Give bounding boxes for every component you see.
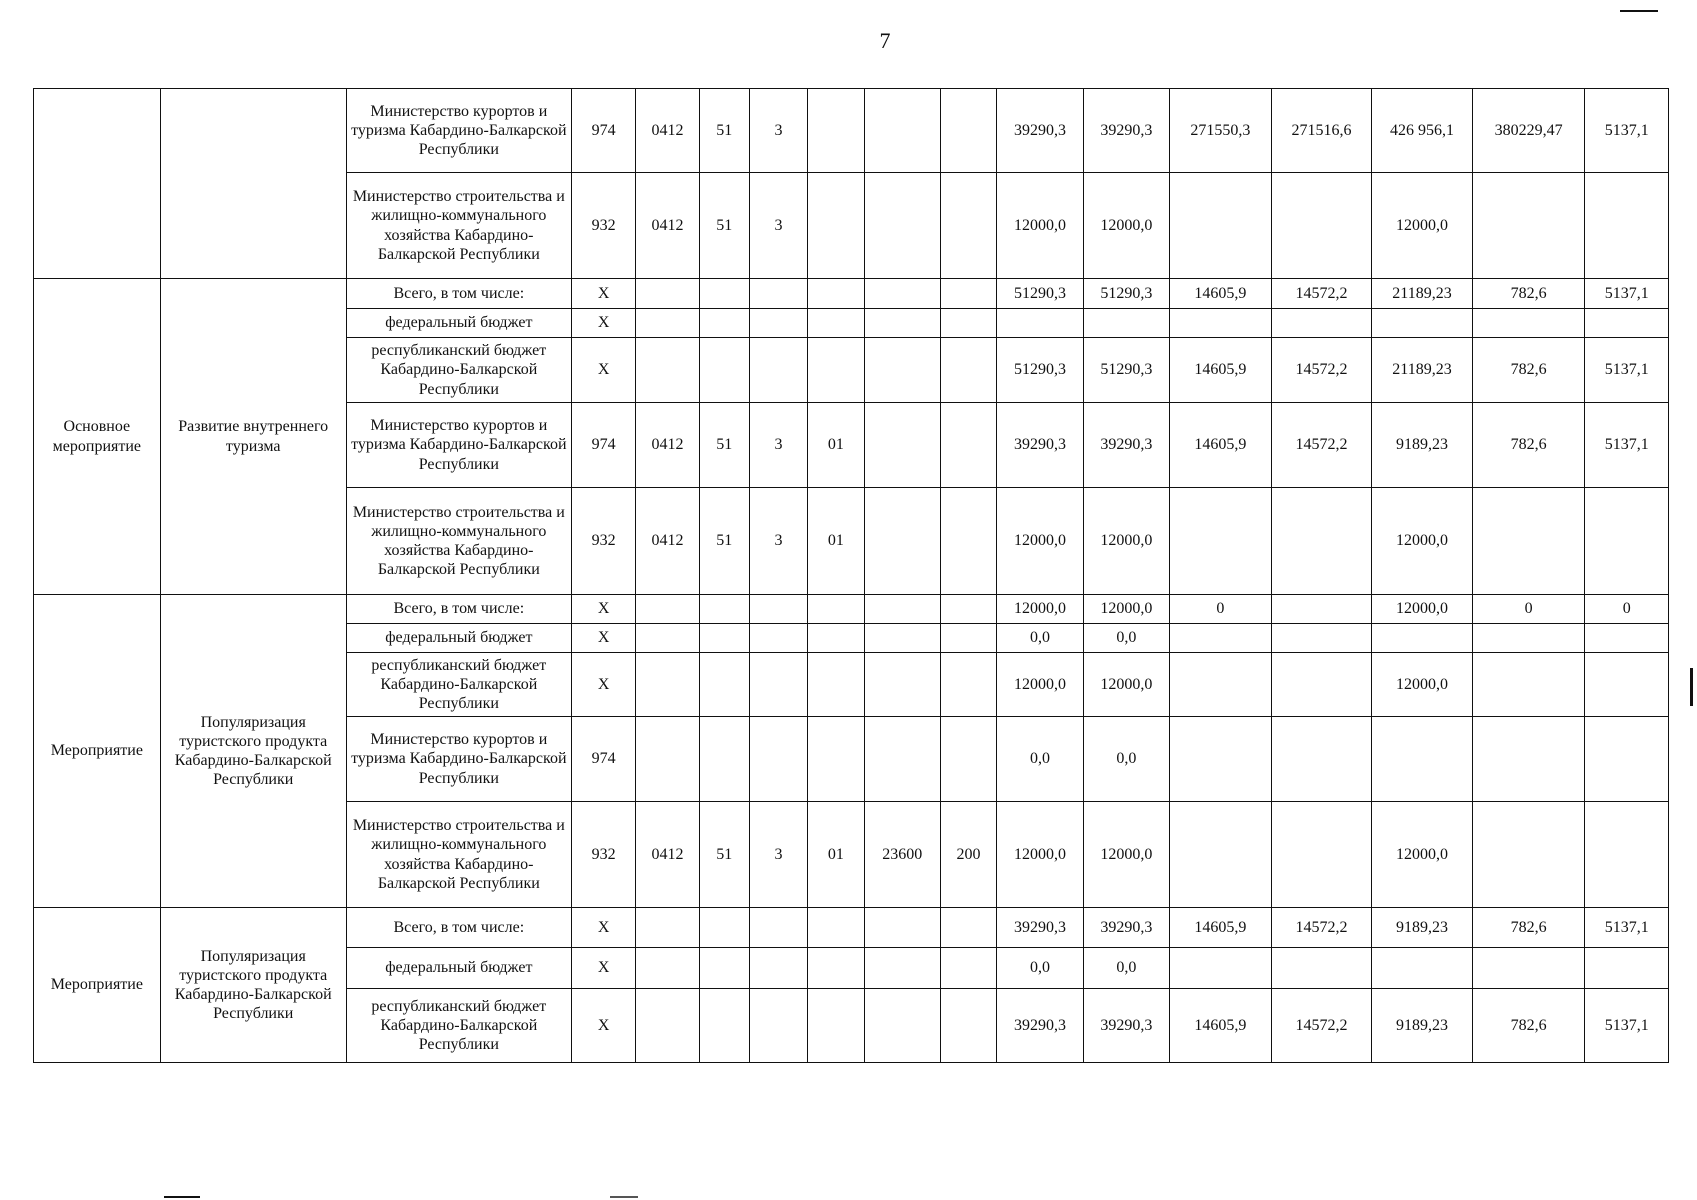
table-cell: 932: [571, 488, 635, 595]
table-cell: [1271, 948, 1372, 989]
table-cell: [1271, 802, 1372, 908]
table-cell: Всего, в том числе:: [346, 595, 571, 624]
table-cell: 01: [808, 488, 864, 595]
table-cell: 3: [749, 802, 807, 908]
table-cell: Популяризация туристского продукта Кабардино-Балкарской Республики: [160, 595, 346, 908]
table-cell: 974: [571, 89, 635, 173]
table-cell: [940, 717, 996, 802]
funding-table: [33, 88, 1669, 1063]
table-cell: [699, 948, 749, 989]
table-cell: [1585, 717, 1669, 802]
table-cell: 3: [749, 89, 807, 173]
table-cell: [1472, 948, 1585, 989]
table-cell: [864, 624, 940, 653]
table-cell: 0,0: [997, 717, 1083, 802]
table-cell: 51: [699, 173, 749, 279]
table-cell: 12000,0: [1372, 595, 1473, 624]
table-cell: 782,6: [1472, 338, 1585, 403]
table-cell: 01: [808, 802, 864, 908]
table-cell: 51290,3: [1083, 338, 1169, 403]
table-cell: [864, 488, 940, 595]
table-cell: Министерство строительства и жилищно-коммунального хозяйства Кабардино-Балкарской Республики: [346, 488, 571, 595]
table-cell: 782,6: [1472, 989, 1585, 1063]
table-cell: Мероприятие: [34, 595, 161, 908]
table-cell: [808, 948, 864, 989]
table-cell: [808, 338, 864, 403]
table-cell: 12000,0: [1083, 173, 1169, 279]
table-cell: 51290,3: [997, 338, 1083, 403]
table-cell: [1271, 595, 1372, 624]
table-cell: Министерство строительства и жилищно-коммунального хозяйства Кабардино-Балкарской Республики: [346, 173, 571, 279]
table-cell: Мероприятие: [34, 908, 161, 1063]
table-cell: [940, 595, 996, 624]
table-cell: [1472, 488, 1585, 595]
table-cell: Развитие внутреннего туризма: [160, 279, 346, 595]
table-cell: [1472, 173, 1585, 279]
table-cell: 426 956,1: [1372, 89, 1473, 173]
table-cell: 12000,0: [1372, 488, 1473, 595]
table-cell: X: [571, 948, 635, 989]
table-cell: [1372, 717, 1473, 802]
table-cell: 200: [940, 802, 996, 908]
table-cell: X: [571, 595, 635, 624]
table-cell: [808, 89, 864, 173]
table-cell: X: [571, 624, 635, 653]
table-cell: 14572,2: [1271, 403, 1372, 488]
table-cell: [1585, 948, 1669, 989]
table-cell: 12000,0: [1372, 802, 1473, 908]
table-cell: 12000,0: [1083, 653, 1169, 717]
table-cell: 782,6: [1472, 908, 1585, 948]
table-cell: [1271, 653, 1372, 717]
table-cell: 23600: [864, 802, 940, 908]
table-cell: [749, 717, 807, 802]
table-cell: [808, 717, 864, 802]
table-cell: [749, 653, 807, 717]
table-cell: [699, 595, 749, 624]
table-cell: [808, 309, 864, 338]
table-cell: [808, 595, 864, 624]
table-cell: [940, 989, 996, 1063]
table-cell: [1271, 717, 1372, 802]
table-cell: 782,6: [1472, 279, 1585, 309]
table-cell: [808, 624, 864, 653]
table-cell: [749, 338, 807, 403]
table-cell: республиканский бюджет Кабардино-Балкарской Республики: [346, 989, 571, 1063]
table-cell: [1472, 653, 1585, 717]
footer-mark: [610, 1196, 638, 1198]
table-cell: [1472, 624, 1585, 653]
table-cell: 271516,6: [1271, 89, 1372, 173]
table-cell: [636, 338, 699, 403]
table-cell: 932: [571, 173, 635, 279]
table-cell: [940, 309, 996, 338]
table-cell: 9189,23: [1372, 403, 1473, 488]
table-cell: [699, 653, 749, 717]
table-cell: X: [571, 309, 635, 338]
table-cell: 3: [749, 173, 807, 279]
table-cell: [1585, 309, 1669, 338]
table-cell: [699, 989, 749, 1063]
table-cell: [940, 948, 996, 989]
table-cell: Министерство курортов и туризма Кабардино-Балкарской Республики: [346, 717, 571, 802]
table-cell: [864, 989, 940, 1063]
table-cell: [940, 173, 996, 279]
page-number: 7: [879, 28, 891, 53]
table-cell: [749, 624, 807, 653]
table-cell: 21189,23: [1372, 279, 1473, 309]
table-cell: [940, 403, 996, 488]
table-cell: 0: [1585, 595, 1669, 624]
table-cell: Основное мероприятие: [34, 279, 161, 595]
table-cell: [636, 989, 699, 1063]
margin-mark: [1690, 668, 1693, 706]
table-cell: [940, 908, 996, 948]
table-cell: 0: [1170, 595, 1272, 624]
table-cell: республиканский бюджет Кабардино-Балкарской Республики: [346, 653, 571, 717]
table-cell: 3: [749, 403, 807, 488]
table-cell: [636, 309, 699, 338]
table-cell: 932: [571, 802, 635, 908]
table-cell: 12000,0: [1083, 595, 1169, 624]
table-cell: Всего, в том числе:: [346, 908, 571, 948]
table-cell: [808, 173, 864, 279]
table-cell: 5137,1: [1585, 338, 1669, 403]
table-cell: [636, 948, 699, 989]
table-cell: [1271, 624, 1372, 653]
table-cell: 39290,3: [997, 89, 1083, 173]
table-cell: [940, 624, 996, 653]
table-cell: [940, 338, 996, 403]
table-cell: [864, 403, 940, 488]
table-cell: [1585, 802, 1669, 908]
table-cell: [1472, 309, 1585, 338]
table-cell: [1372, 309, 1473, 338]
table-cell: [940, 279, 996, 309]
table-cell: [1083, 309, 1169, 338]
table-cell: [1585, 624, 1669, 653]
table-cell: [808, 989, 864, 1063]
table-cell: X: [571, 653, 635, 717]
table-cell: [749, 908, 807, 948]
table-cell: 9189,23: [1372, 908, 1473, 948]
table-cell: 14605,9: [1170, 989, 1272, 1063]
table-cell: [1170, 173, 1272, 279]
table-cell: 14605,9: [1170, 338, 1272, 403]
table-cell: [1372, 948, 1473, 989]
table-cell: [1271, 309, 1372, 338]
table-cell: [864, 717, 940, 802]
table-cell: [699, 624, 749, 653]
table-cell: [1585, 653, 1669, 717]
table-cell: [940, 488, 996, 595]
corner-mark: [1620, 10, 1658, 12]
table-cell: федеральный бюджет: [346, 948, 571, 989]
table-cell: 0,0: [1083, 948, 1169, 989]
footer-mark: [164, 1196, 200, 1198]
table-cell: [940, 653, 996, 717]
table-cell: 51290,3: [1083, 279, 1169, 309]
table-cell: [749, 989, 807, 1063]
table-cell: 0412: [636, 488, 699, 595]
table-cell: [864, 309, 940, 338]
table-cell: 0,0: [997, 624, 1083, 653]
table-cell: 39290,3: [997, 403, 1083, 488]
table-cell: [1170, 802, 1272, 908]
table-cell: [636, 908, 699, 948]
table-cell: [864, 173, 940, 279]
table-cell: 14572,2: [1271, 338, 1372, 403]
table-cell: [1585, 488, 1669, 595]
table-cell: [749, 309, 807, 338]
table-cell: 12000,0: [997, 653, 1083, 717]
table-cell: [749, 948, 807, 989]
table-cell: X: [571, 989, 635, 1063]
table-cell: [1170, 624, 1272, 653]
table-cell: 39290,3: [1083, 89, 1169, 173]
table-cell: [864, 595, 940, 624]
table-cell: X: [571, 279, 635, 309]
table-cell: 14605,9: [1170, 403, 1272, 488]
table-cell: 39290,3: [1083, 403, 1169, 488]
table-cell: 0: [1472, 595, 1585, 624]
table-cell: [34, 89, 161, 279]
table-cell: [699, 338, 749, 403]
table-cell: [636, 717, 699, 802]
table-row: [34, 595, 1669, 624]
table-cell: 39290,3: [1083, 989, 1169, 1063]
table-cell: республиканский бюджет Кабардино-Балкарской Республики: [346, 338, 571, 403]
table-cell: 0,0: [1083, 717, 1169, 802]
table-body: [34, 89, 1669, 1063]
table-cell: 12000,0: [997, 802, 1083, 908]
table-cell: [1170, 948, 1272, 989]
table-cell: Министерство курортов и туризма Кабардино-Балкарской Республики: [346, 403, 571, 488]
table-cell: 12000,0: [1372, 173, 1473, 279]
table-cell: [636, 653, 699, 717]
table-cell: 0,0: [997, 948, 1083, 989]
table-cell: [160, 89, 346, 279]
table-row: [34, 908, 1669, 948]
table-cell: [997, 309, 1083, 338]
table-cell: [808, 279, 864, 309]
table-cell: [699, 717, 749, 802]
table-cell: [864, 338, 940, 403]
table-cell: [749, 595, 807, 624]
table-cell: Популяризация туристского продукта Кабардино-Балкарской Республики: [160, 908, 346, 1063]
table-cell: [864, 948, 940, 989]
table-cell: 974: [571, 403, 635, 488]
table-cell: [636, 595, 699, 624]
table-cell: [864, 908, 940, 948]
table-cell: [1372, 624, 1473, 653]
table-cell: Министерство строительства и жилищно-коммунального хозяйства Кабардино-Балкарской Республики: [346, 802, 571, 908]
table-cell: 14572,2: [1271, 279, 1372, 309]
table-cell: 14605,9: [1170, 279, 1272, 309]
table-cell: Министерство курортов и туризма Кабардино-Балкарской Республики: [346, 89, 571, 173]
table-cell: 51: [699, 89, 749, 173]
table-cell: [808, 908, 864, 948]
table-cell: [699, 309, 749, 338]
table-cell: 5137,1: [1585, 89, 1669, 173]
table-cell: 0412: [636, 173, 699, 279]
table-cell: 39290,3: [1083, 908, 1169, 948]
table-cell: 12000,0: [997, 173, 1083, 279]
table-cell: 39290,3: [997, 908, 1083, 948]
table-cell: 0412: [636, 802, 699, 908]
table-cell: 39290,3: [997, 989, 1083, 1063]
table-cell: [940, 89, 996, 173]
table-cell: [864, 653, 940, 717]
table-cell: 380229,47: [1472, 89, 1585, 173]
table-cell: [808, 653, 864, 717]
table-cell: [1585, 173, 1669, 279]
table-cell: [1271, 488, 1372, 595]
table-cell: 0412: [636, 89, 699, 173]
table-cell: [1170, 488, 1272, 595]
table-cell: 14572,2: [1271, 908, 1372, 948]
table-cell: 5137,1: [1585, 403, 1669, 488]
table-cell: 0,0: [1083, 624, 1169, 653]
table-cell: X: [571, 908, 635, 948]
table-cell: [1170, 717, 1272, 802]
table-cell: 12000,0: [1083, 488, 1169, 595]
table-cell: 782,6: [1472, 403, 1585, 488]
table-cell: 12000,0: [1372, 653, 1473, 717]
table-cell: 51290,3: [997, 279, 1083, 309]
table-cell: [699, 279, 749, 309]
table-cell: 21189,23: [1372, 338, 1473, 403]
table-cell: [699, 908, 749, 948]
table-cell: 974: [571, 717, 635, 802]
table-cell: 3: [749, 488, 807, 595]
table-cell: 12000,0: [997, 595, 1083, 624]
table-cell: [864, 279, 940, 309]
table-row: [34, 89, 1669, 173]
table-cell: [1472, 717, 1585, 802]
table-cell: [864, 89, 940, 173]
table-cell: 51: [699, 802, 749, 908]
table-cell: [636, 279, 699, 309]
table-cell: 01: [808, 403, 864, 488]
table-cell: 51: [699, 488, 749, 595]
table-row: [34, 279, 1669, 309]
table-cell: федеральный бюджет: [346, 624, 571, 653]
table-cell: 5137,1: [1585, 908, 1669, 948]
table-cell: X: [571, 338, 635, 403]
table-cell: [1472, 802, 1585, 908]
table-cell: 14605,9: [1170, 908, 1272, 948]
table-cell: федеральный бюджет: [346, 309, 571, 338]
table-cell: Всего, в том числе:: [346, 279, 571, 309]
table-cell: [1271, 173, 1372, 279]
table-cell: 271550,3: [1170, 89, 1272, 173]
table-cell: [636, 624, 699, 653]
table-cell: 12000,0: [1083, 802, 1169, 908]
table-cell: 12000,0: [997, 488, 1083, 595]
table-cell: [749, 279, 807, 309]
table-cell: 5137,1: [1585, 279, 1669, 309]
table-cell: 0412: [636, 403, 699, 488]
table-cell: 51: [699, 403, 749, 488]
table-cell: 5137,1: [1585, 989, 1669, 1063]
table-cell: [1170, 309, 1272, 338]
table-cell: 14572,2: [1271, 989, 1372, 1063]
table-cell: 9189,23: [1372, 989, 1473, 1063]
table-cell: [1170, 653, 1272, 717]
